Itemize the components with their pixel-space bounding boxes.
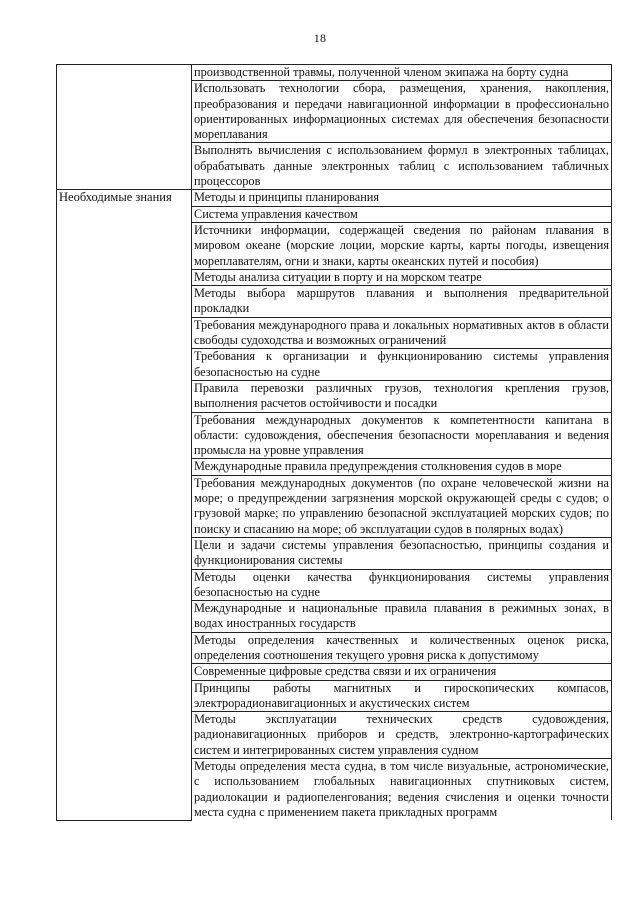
requirement-item: Выполнять вычисления с использованием формул в электронных таблицах, обрабатывать данные электронных таблиц с использованием табличных процессоров [192,143,612,190]
requirement-item: Требования международных документов к компетентности капитана в области: судовождения, обеспечения безопасности мореплавания и ведения промысла на уровне управления [192,412,612,459]
requirement-item: Современные цифровые средства связи и их ограничения [192,664,612,680]
requirement-item: Методы оценки качества функционирования системы управления безопасностью на судне [192,569,612,601]
section-label [57,65,192,190]
page-number: 18 [313,31,327,45]
requirement-item: Требования к организации и функционированию системы управления безопасностью на судне [192,349,612,381]
section-label: Необходимые знания [57,190,192,820]
requirement-item: Использовать технологии сбора, размещения, хранения, накопления, преобразования и передачи навигационной информации в профессионально ориентированных информационных системах для обеспечения безопасности мореплавания [192,81,612,143]
requirement-item: Цели и задачи системы управления безопасностью, принципы создания и функционирования системы [192,537,612,569]
requirement-item: Требования международных документов (по охране человеческой жизни на море; о предупреждении загрязнения морской окружающей среды с судов; о грузовой марке; по управлению безопасной эксплуатацией морских судов; по поиску и спасанию на море; об эксплуатации судов в полярных водах) [192,475,612,537]
requirement-item: Методы выбора маршрутов плавания и выполнения предварительной прокладки [192,286,612,318]
table-row [57,65,612,81]
requirement-item: Методы эксплуатации технических средств судовождения, радионавигационных приборов и средств, электронно-картографических систем и интегрированных систем управления судном [192,712,612,759]
requirement-item: Требования международного права и локальных нормативных актов в области свободы судоходства и возможных ограничений [192,317,612,349]
requirement-item: производственной травмы, полученной членом экипажа на борту судна [192,65,612,81]
requirement-item: Методы анализа ситуации в порту и на морском театре [192,269,612,285]
requirement-item: Международные правила предупреждения столкновения судов в море [192,459,612,475]
requirement-item: Методы определения качественных и количественных оценок риска, определения соотношения текущего уровня риска к допустимому [192,632,612,664]
requirement-item: Правила перевозки различных грузов, технология крепления грузов, выполнения расчетов остойчивости и посадки [192,380,612,412]
requirement-item: Методы определения места судна, в том числе визуальные, астрономические, с использованием глобальных навигационных спутниковых систем, радиолокации и радиопеленгования; ведения счисления и оценки точности места судна с применением пакета прикладных программ [192,759,612,821]
requirement-item: Международные и национальные правила плавания в режимных зонах, в водах иностранных государств [192,601,612,633]
competency-table [56,64,612,821]
table-row [57,190,612,206]
requirement-item: Методы и принципы планирования [192,190,612,206]
requirement-item: Система управления качеством [192,206,612,222]
requirement-item: Принципы работы магнитных и гироскопических компасов, электрорадионавигационных и акустических систем [192,680,612,712]
requirement-item: Источники информации, содержащей сведения по районам плавания в мировом океане (морские лоции, морские карты, карты погоды, извещения мореплавателям, огни и знаки, карты океанских путей и пособия) [192,222,612,269]
